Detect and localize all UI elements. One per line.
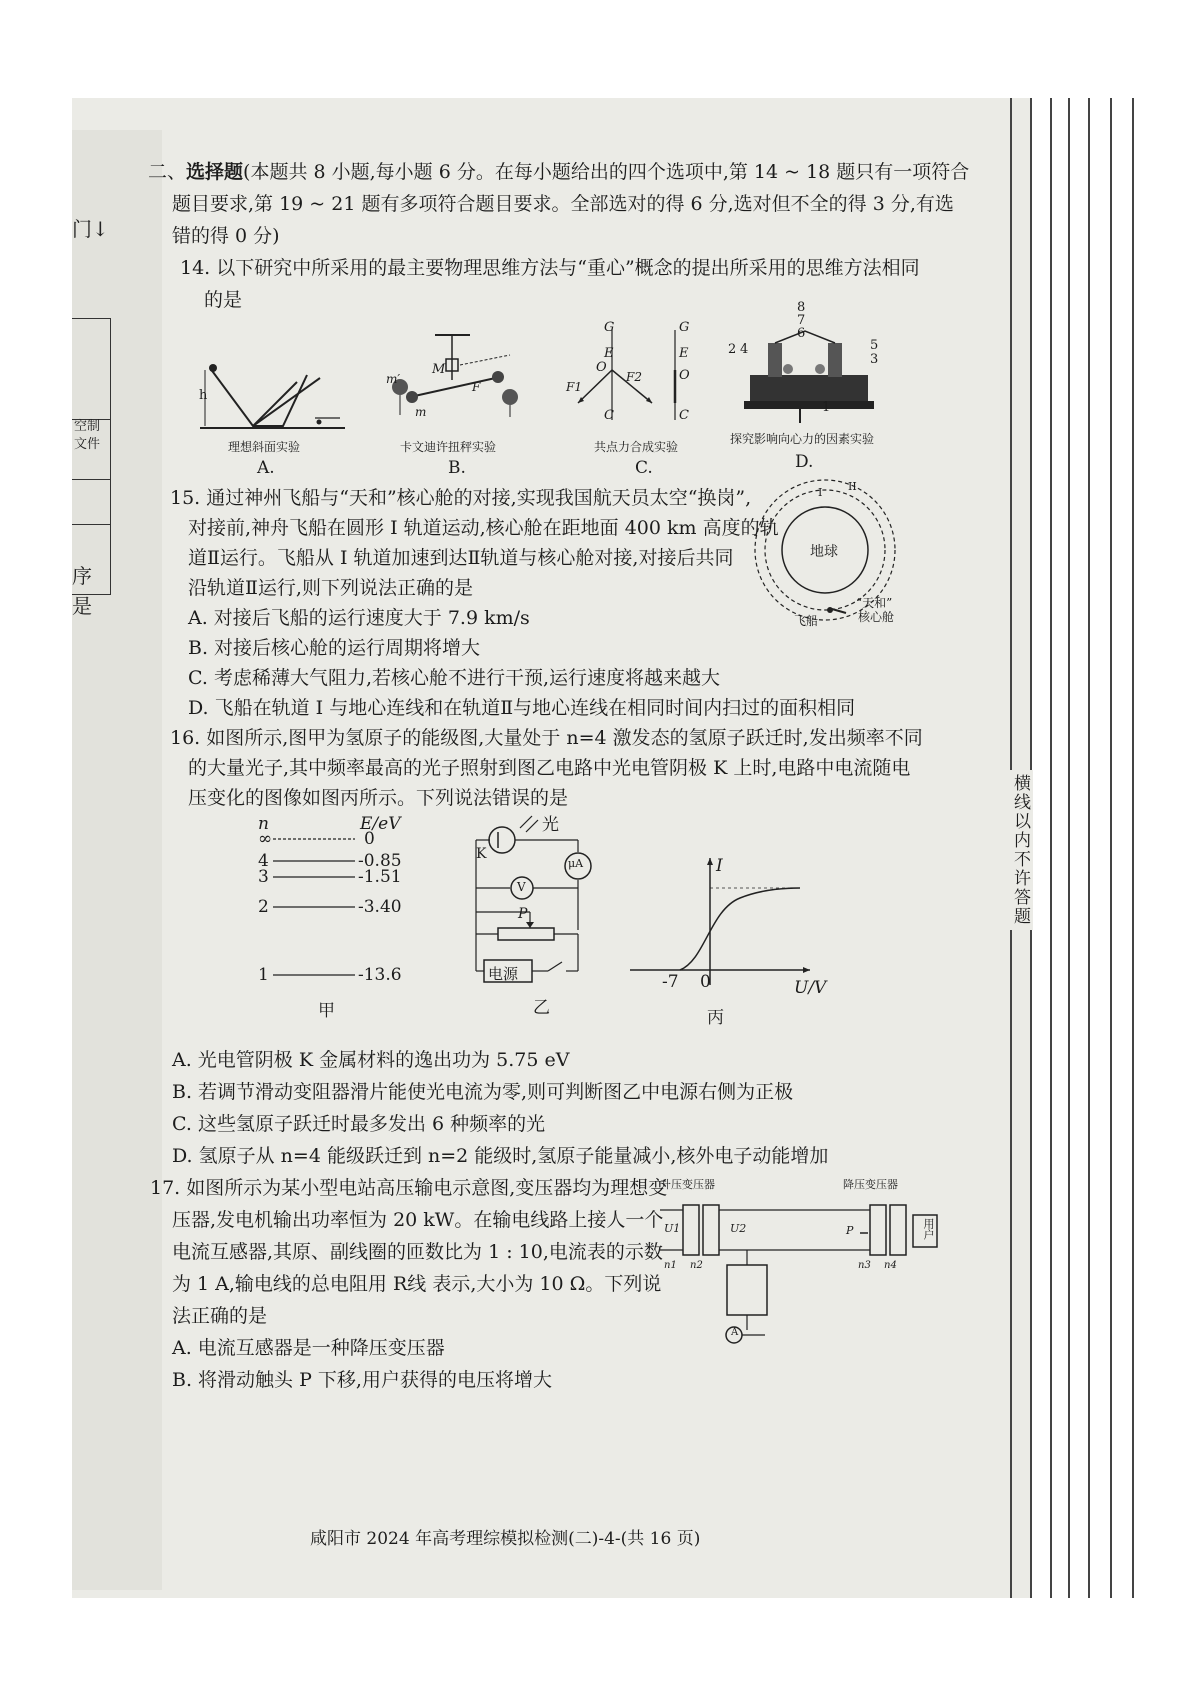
fig-b-M: M: [432, 362, 446, 377]
section-header-line1: 二、选择题(本题共 8 小题,每小题 6 分。在每小题给出的四个选项中,第 14 ~ 18 题只有一项符合: [148, 161, 970, 183]
earth-label: 地球: [810, 544, 838, 560]
q15-stem-cont: 对接前,神舟飞船在圆形 I 轨道运动,核心舱在距地面 400 km 高度的轨: [188, 517, 779, 539]
q15-stem-cont: 道Ⅱ运行。飞船从 I 轨道加速到达Ⅱ轨道与核心舱对接,对接后共同: [188, 547, 734, 569]
level-n: 1: [258, 965, 269, 985]
circuit-caption: 乙: [533, 998, 550, 1018]
q15-option-c: C. 考虑稀薄大气阻力,若核心舱不进行干预,运行速度将越来越大: [188, 667, 721, 689]
left-fragment-text: 门↓: [72, 217, 109, 241]
microammeter-label: μA: [568, 857, 584, 870]
iv-xlabel: U/V: [794, 978, 827, 998]
orbit-II-label: II: [848, 480, 857, 493]
q16-option-a: A. 光电管阴极 K 金属材料的逸出功为 5.75 eV: [172, 1049, 570, 1071]
fig-b-F: F: [472, 380, 481, 394]
q17-stem-cont: 电流互感器,其原、副线圈的匝数比为 1 : 10,电流表的示数: [172, 1241, 663, 1263]
level-E: -0.85: [358, 851, 402, 871]
fig-d-caption: 探究影响向心力的因素实验: [730, 432, 875, 446]
n3-label: n3: [858, 1260, 871, 1271]
q17-stem-cont: 压器,发电机输出功率恒为 20 kW。在输电线路上接人一个: [172, 1209, 664, 1231]
fig-c-E2: E: [679, 346, 689, 361]
step-down-label: 降压变压器: [843, 1178, 898, 1191]
level-E: -13.6: [358, 965, 402, 985]
section-header-line3: 错的得 0 分): [172, 225, 280, 247]
fig-c-C: C: [604, 408, 614, 423]
n4-label: n4: [884, 1260, 897, 1271]
q16-stem-cont: 压变化的图像如图丙所示。下列说法错误的是: [188, 787, 569, 809]
left-fragment-text: 文件: [74, 437, 101, 452]
energy-caption: 甲: [318, 1001, 335, 1021]
fig-c-caption: 共点力合成实验: [594, 440, 679, 454]
fig-d-label-3: 3: [870, 352, 879, 367]
iv-ylabel: I: [716, 856, 723, 876]
q14-stem: 14. 以下研究中所采用的最主要物理思维方法与“重心”概念的提出所采用的思维方法相同: [180, 257, 920, 279]
q15-option-d: D. 飞船在轨道 I 与地心连线和在轨道Ⅱ与地心连线在相同时间内扫过的面积相同: [188, 697, 856, 719]
light-label: 光: [542, 815, 559, 835]
iv-tick-neg: -7: [662, 972, 679, 992]
fig-c-C2: C: [679, 408, 689, 423]
fig-c-E: E: [604, 346, 614, 361]
ship-label: 飞船: [794, 614, 819, 628]
q16-option-c: C. 这些氢原子跃迁时最多发出 6 种频率的光: [172, 1113, 546, 1135]
fig-c-O: O: [596, 360, 607, 375]
q17-stem: 17. 如图所示为某小型电站高压输电示意图,变压器均为理想变: [150, 1177, 668, 1199]
ideal-slope-figure: [195, 360, 355, 435]
q16-stem-cont: 的大量光子,其中频率最高的光子照射到图乙电路中光电管阴极 K 上时,电路中电流随电: [188, 757, 911, 779]
q15-option-b: B. 对接后核心舱的运行周期将增大: [188, 637, 481, 659]
level-E: -3.40: [358, 897, 402, 917]
fig-b-caption: 卡文迪许扭秤实验: [400, 440, 497, 454]
q17-stem-cont: 法正确的是: [172, 1305, 268, 1327]
q15-option-a: A. 对接后飞船的运行速度大于 7.9 km/s: [188, 607, 530, 629]
fig-c-letter: C.: [635, 458, 653, 478]
n2-label: n2: [690, 1260, 703, 1271]
q14-stem-cont: 的是: [204, 289, 243, 311]
level-n: 2: [258, 897, 269, 917]
orbit-I-label: I: [818, 486, 823, 499]
q16-option-d: D. 氢原子从 n=4 能级跃迁到 n=2 能级时,氢原子能量减小,核外电子动能增加: [172, 1145, 829, 1167]
fig-c-O2: O: [679, 368, 690, 383]
slider-P-label: P: [518, 906, 528, 922]
P-label: P: [846, 1224, 854, 1237]
q15-stem: 15. 通过神州飞船与“天和”核心舱的对接,实现我国航天员太空“换岗”,: [170, 487, 752, 509]
left-fragment-text: 是: [72, 594, 92, 618]
q17-stem-cont: 为 1 A,输电线的总电阻用 R线 表示,大小为 10 Ω。下列说: [172, 1273, 662, 1295]
fig-d-label-7: 7: [797, 313, 806, 328]
fig-b-mprime: m′: [386, 372, 401, 386]
page-footer: 咸阳市 2024 年高考理综模拟检测(二)-4-(共 16 页): [310, 1529, 701, 1549]
iv-tick-zero: 0: [700, 972, 711, 992]
iv-caption: 丙: [707, 1008, 724, 1028]
fig-a-h: h: [199, 388, 208, 403]
q15-stem-cont: 沿轨道Ⅱ运行,则下列说法正确的是: [188, 577, 473, 599]
fig-b-m: m: [415, 405, 427, 419]
fig-a-caption: 理想斜面实验: [228, 440, 301, 454]
fig-d-label-2: 2: [728, 342, 737, 357]
level-n: ∞: [258, 829, 273, 849]
U2-label: U2: [730, 1222, 747, 1235]
q17-option-a: A. 电流互感器是一种降压变压器: [172, 1337, 445, 1359]
level-n: 4: [258, 851, 269, 871]
step-up-label: 升压变压器: [660, 1178, 715, 1191]
n1-label: n1: [664, 1260, 677, 1271]
fig-d-letter: D.: [795, 452, 814, 472]
ammeter-label: A: [731, 1327, 739, 1338]
power-source-label: 电源: [488, 965, 519, 983]
energy-header-n: n: [258, 814, 269, 834]
U1-label: U1: [664, 1222, 681, 1235]
fig-c-F2: F2: [626, 370, 642, 384]
fig-c-G: G: [604, 320, 615, 335]
binding-warning: 横线以内不许答题: [1008, 770, 1033, 930]
core-label-2: 核心舱: [858, 610, 895, 624]
fig-c-G2: G: [679, 320, 690, 335]
fig-d-label-8: 8: [797, 300, 806, 315]
left-fragment-text: 空制: [74, 419, 101, 434]
cathode-K-label: K: [476, 846, 487, 862]
level-n: 3: [258, 867, 269, 887]
core-label-1: “天和”: [856, 596, 893, 610]
fig-d-label-5: 5: [870, 338, 879, 353]
level-E: -1.51: [358, 867, 402, 887]
fig-a-letter: A.: [257, 458, 275, 478]
centripetal-apparatus-figure: [740, 325, 880, 425]
q16-stem: 16. 如图所示,图甲为氢原子的能级图,大量处于 n=4 激发态的氢原子跃迁时,发出频率不同: [170, 727, 923, 749]
level-E: 0: [364, 829, 375, 849]
left-fragment-text: 序: [72, 564, 92, 588]
fig-d-label-1: 1: [822, 400, 831, 415]
fig-b-letter: B.: [448, 458, 466, 478]
fig-c-F1: F1: [566, 380, 582, 394]
user-label: 用户: [922, 1218, 935, 1240]
fig-d-label-6: 6: [797, 326, 806, 341]
q17-option-b: B. 将滑动触头 P 下移,用户获得的电压将增大: [172, 1369, 552, 1391]
iv-graph: [630, 850, 820, 990]
voltmeter-label: V: [517, 880, 526, 894]
section-header-line2: 题目要求,第 19 ~ 21 题有多项符合题目要求。全部选对的得 6 分,选对但不全的得 3 分,有选: [172, 193, 954, 215]
energy-header-E: E/eV: [360, 814, 401, 834]
fig-d-label-4: 4: [740, 342, 749, 357]
torsion-balance-figure: [380, 325, 530, 425]
q16-option-b: B. 若调节滑动变阻器滑片能使光电流为零,则可判断图乙中电源右侧为正极: [172, 1081, 794, 1103]
left-page-table: [72, 318, 111, 595]
